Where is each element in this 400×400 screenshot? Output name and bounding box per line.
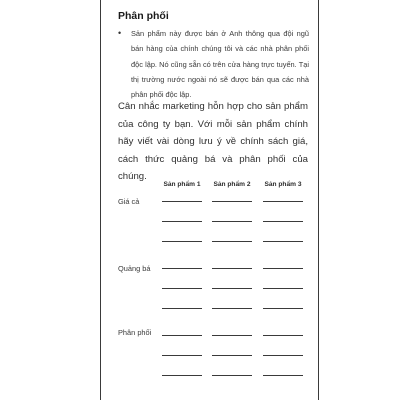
- row-label-price: Giá cả: [118, 197, 140, 206]
- answer-line-distribution-product-1-2: [162, 355, 202, 356]
- answer-line-distribution-product-3-1: [263, 335, 303, 336]
- answer-line-promotion-product-3-1: [263, 268, 303, 269]
- section-title: Phân phối: [118, 10, 169, 22]
- row-label-promotion: Quảng bá: [118, 264, 151, 273]
- answer-line-distribution-product-1-3: [162, 375, 202, 376]
- answer-line-promotion-product-1-3: [162, 308, 202, 309]
- answer-line-distribution-product-3-3: [263, 375, 303, 376]
- answer-line-promotion-product-2-1: [212, 268, 252, 269]
- answer-line-price-product-2-1: [212, 201, 252, 202]
- bullet-item: [118, 26, 310, 102]
- answer-line-promotion-product-3-3: [263, 308, 303, 309]
- answer-line-price-product-2-3: [212, 241, 252, 242]
- answer-line-promotion-product-1-2: [162, 288, 202, 289]
- answer-line-price-product-1-3: [162, 241, 202, 242]
- answer-line-price-product-1-1: [162, 201, 202, 202]
- answer-line-promotion-product-3-2: [263, 288, 303, 289]
- answer-line-distribution-product-2-2: [212, 355, 252, 356]
- workbook-page: [100, 0, 319, 400]
- answer-line-distribution-product-1-1: [162, 335, 202, 336]
- answer-line-promotion-product-1-1: [162, 268, 202, 269]
- row-label-distribution: Phân phối: [118, 328, 152, 337]
- answer-line-price-product-3-1: [263, 201, 303, 202]
- column-header-product-2: Sản phẩm 2: [213, 181, 251, 188]
- answer-line-distribution-product-2-1: [212, 335, 252, 336]
- column-header-product-1: Sản phẩm 1: [163, 181, 201, 188]
- answer-line-price-product-3-2: [263, 221, 303, 222]
- answer-line-price-product-1-2: [162, 221, 202, 222]
- answer-line-distribution-product-2-3: [212, 375, 252, 376]
- answer-line-distribution-product-3-2: [263, 355, 303, 356]
- exercise-instruction: Cân nhắc marketing hỗn hợp cho sản phẩm của công ty bạn. Với mỗi sản phẩm chính hãy viết vài dòng lưu ý về chính sách giá, cách thức quảng bá và phân phối của chúng.: [118, 101, 308, 182]
- answer-line-price-product-2-2: [212, 221, 252, 222]
- bullet-text: Sản phẩm này được bán ở Anh thông qua đội ngũ bán hàng của chính chúng tôi và các nhà phân phối độc lập. Nó cũng sẵn có trên cửa hàng trực tuyến. Tại thị trường nước ngoài nó sẽ được bán qua các nhà phân phối độc lập.: [131, 29, 309, 100]
- answer-line-promotion-product-2-2: [212, 288, 252, 289]
- column-header-product-3: Sản phẩm 3: [264, 181, 302, 188]
- bullet-marker: •: [118, 28, 122, 38]
- answer-line-promotion-product-2-3: [212, 308, 252, 309]
- answer-line-price-product-3-3: [263, 241, 303, 242]
